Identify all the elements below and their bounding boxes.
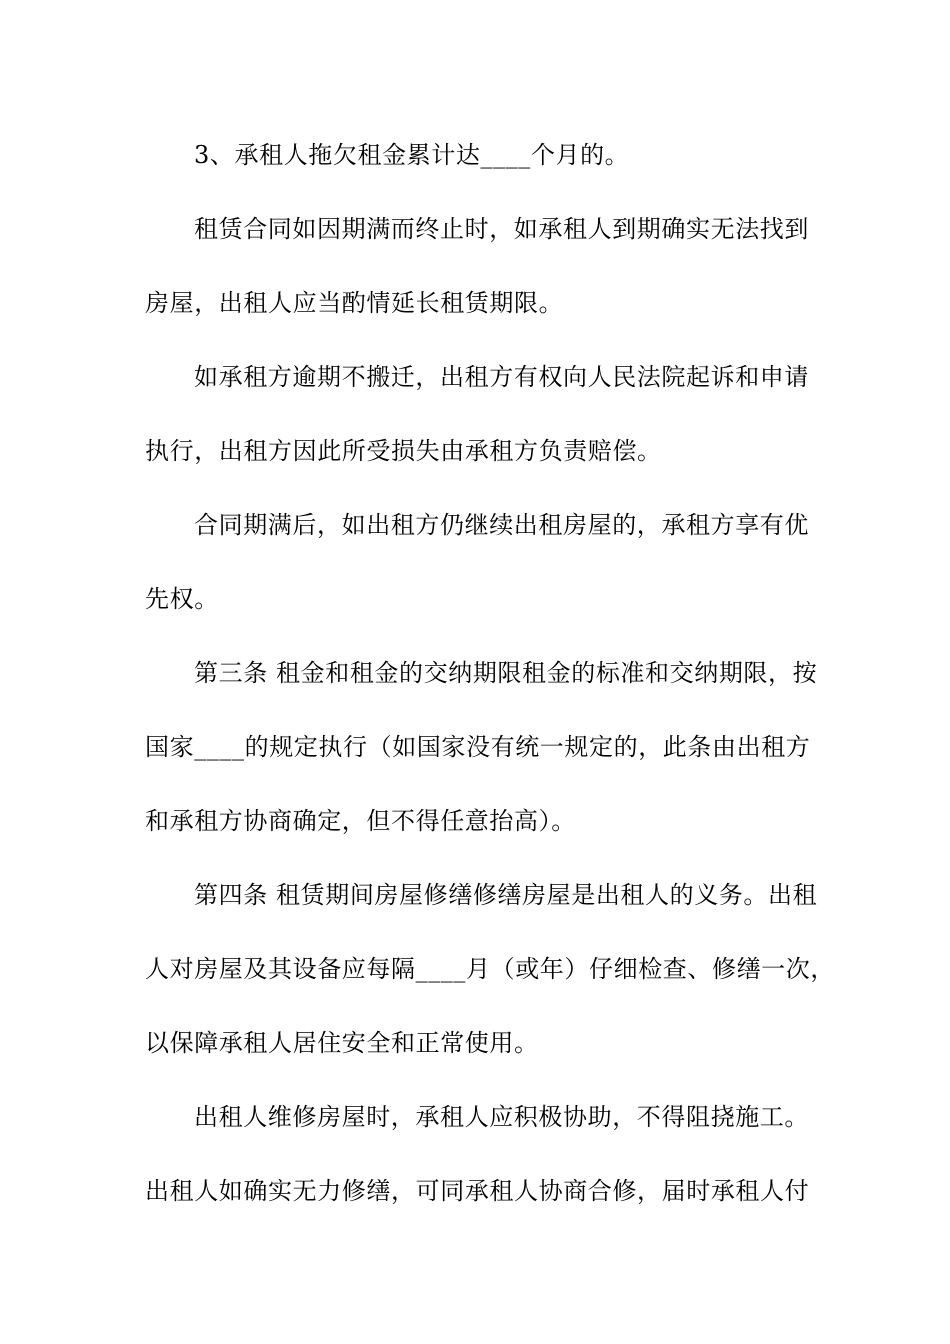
- paragraph-line: 人对房屋及其设备应每隔____月（或年）仔细检查、修缮一次，: [145, 955, 835, 983]
- article-heading-line: 第四条 租赁期间房屋修缮修缮房屋是出租人的义务。出租: [194, 881, 818, 909]
- article-heading-line: 第三条 租金和租金的交纳期限租金的标准和交纳期限，按: [194, 659, 818, 687]
- paragraph-line: 租赁合同如因期满而终止时，如承租人到期确实无法找到: [194, 215, 809, 243]
- paragraph-line: 出租人如确实无力修缮，可同承租人协商合修，届时承租人付: [145, 1177, 810, 1205]
- paragraph-line: 先权。: [145, 585, 219, 613]
- paragraph-line: 出租人维修房屋时，承租人应积极协助，不得阻挠施工。: [194, 1103, 809, 1131]
- paragraph-line: 国家____的规定执行（如国家没有统一规定的，此条由出租方: [145, 733, 811, 761]
- paragraph-line: 和承租方协商确定，但不得任意抬高）。: [145, 807, 576, 835]
- paragraph-line: 执行，出租方因此所受损失由承租方负责赔偿。: [145, 437, 662, 465]
- paragraph-line: 以保障承租人居住安全和正常使用。: [145, 1029, 539, 1057]
- paragraph-line: 房屋，出租人应当酌情延长租赁期限。: [145, 289, 564, 317]
- paragraph-line: 3、承租人拖欠租金累计达____个月的。: [194, 141, 630, 169]
- paragraph-line: 合同期满后，如出租方仍继续出租房屋的，承租方享有优: [194, 511, 809, 539]
- paragraph-line: 如承租方逾期不搬迁，出租方有权向人民法院起诉和申请: [194, 363, 809, 391]
